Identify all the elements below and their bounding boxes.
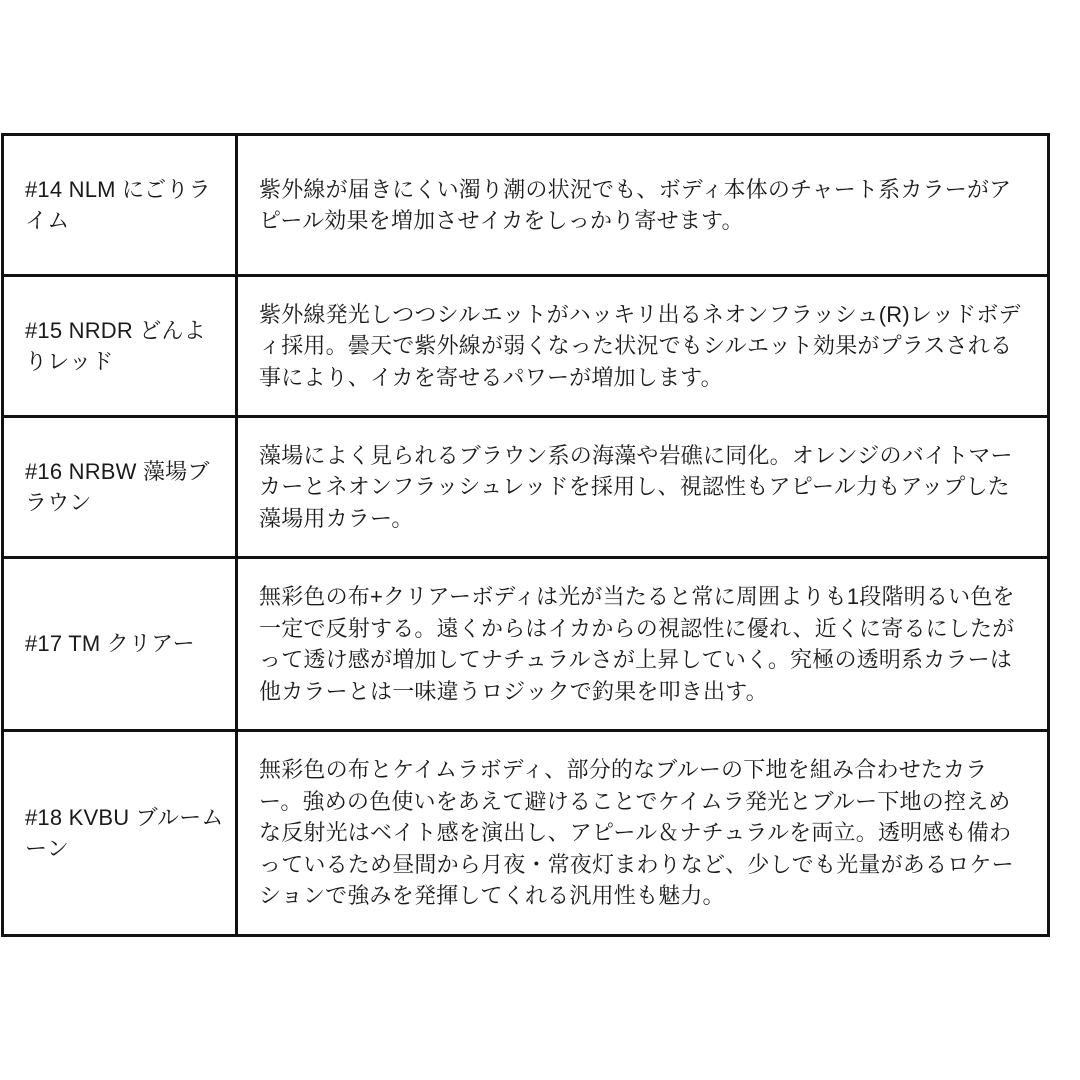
color-description: 無彩色の布とケイムラボディ、部分的なブルーの下地を組み合わせたカラー。強めの色使いをあえて避けることでケイムラ発光とブルー下地の控えめな反射光はベイト感を演出し、アピール＆ナチュラルを両立。透明感も備わっているため昼間から月夜・常夜灯まわりなど、少しでも光量があるロケーションで強みを発揮してくれる汎用性も魅力。: [259, 757, 1014, 909]
color-description-cell: [237, 135, 1049, 276]
table-row: [3, 276, 1049, 417]
color-name-cell: [3, 417, 237, 558]
color-name-cell: [3, 558, 237, 731]
color-name: #14 NLM にごりライム: [25, 176, 211, 233]
table-row: [3, 417, 1049, 558]
color-description-cell: [237, 276, 1049, 417]
color-name: #15 NRDR どんよりレッド: [25, 317, 206, 374]
color-description: 無彩色の布+クリアーボディは光が当たると常に周囲よりも1段階明るい色を一定で反射する。遠くからはイカからの視認性に優れ、近くに寄るにしたがって透け感が増加してナチュラルさが上昇していく。究極の透明系カラーは他カラーとは一味違うロジックで釣果を叩き出す。: [259, 584, 1015, 704]
color-name-cell: [3, 731, 237, 936]
color-name: #16 NRBW 藻場ブラウン: [25, 458, 210, 515]
color-name-cell: [3, 276, 237, 417]
color-description: 藻場によく見られるブラウン系の海藻や岩礁に同化。オレンジのバイトマーカーとネオンフラッシュレッドを採用し、視認性もアピール力もアップした藻場用カラー。: [259, 442, 1013, 531]
color-name: #18 KVBU ブルームーン: [25, 804, 224, 861]
color-name: #17 TM クリアー: [25, 631, 195, 657]
color-description-cell: [237, 731, 1049, 936]
table-row: [3, 558, 1049, 731]
color-name-cell: [3, 135, 237, 276]
color-description-cell: [237, 558, 1049, 731]
color-description: 紫外線発光しつつシルエットがハッキリ出るネオンフラッシュ(R)レッドボディ採用。曇天で紫外線が弱くなった状況でもシルエット効果がプラスされる事により、イカを寄せるパワーが増加します。: [259, 301, 1021, 390]
table-row: [3, 135, 1049, 276]
color-description-cell: [237, 417, 1049, 558]
color-description: 紫外線が届きにくい濁り潮の状況でも、ボディ本体のチャート系カラーがアピール効果を増加させイカをしっかり寄せます。: [259, 176, 1012, 233]
color-lineup-table: [1, 133, 1050, 937]
table-row: [3, 731, 1049, 936]
